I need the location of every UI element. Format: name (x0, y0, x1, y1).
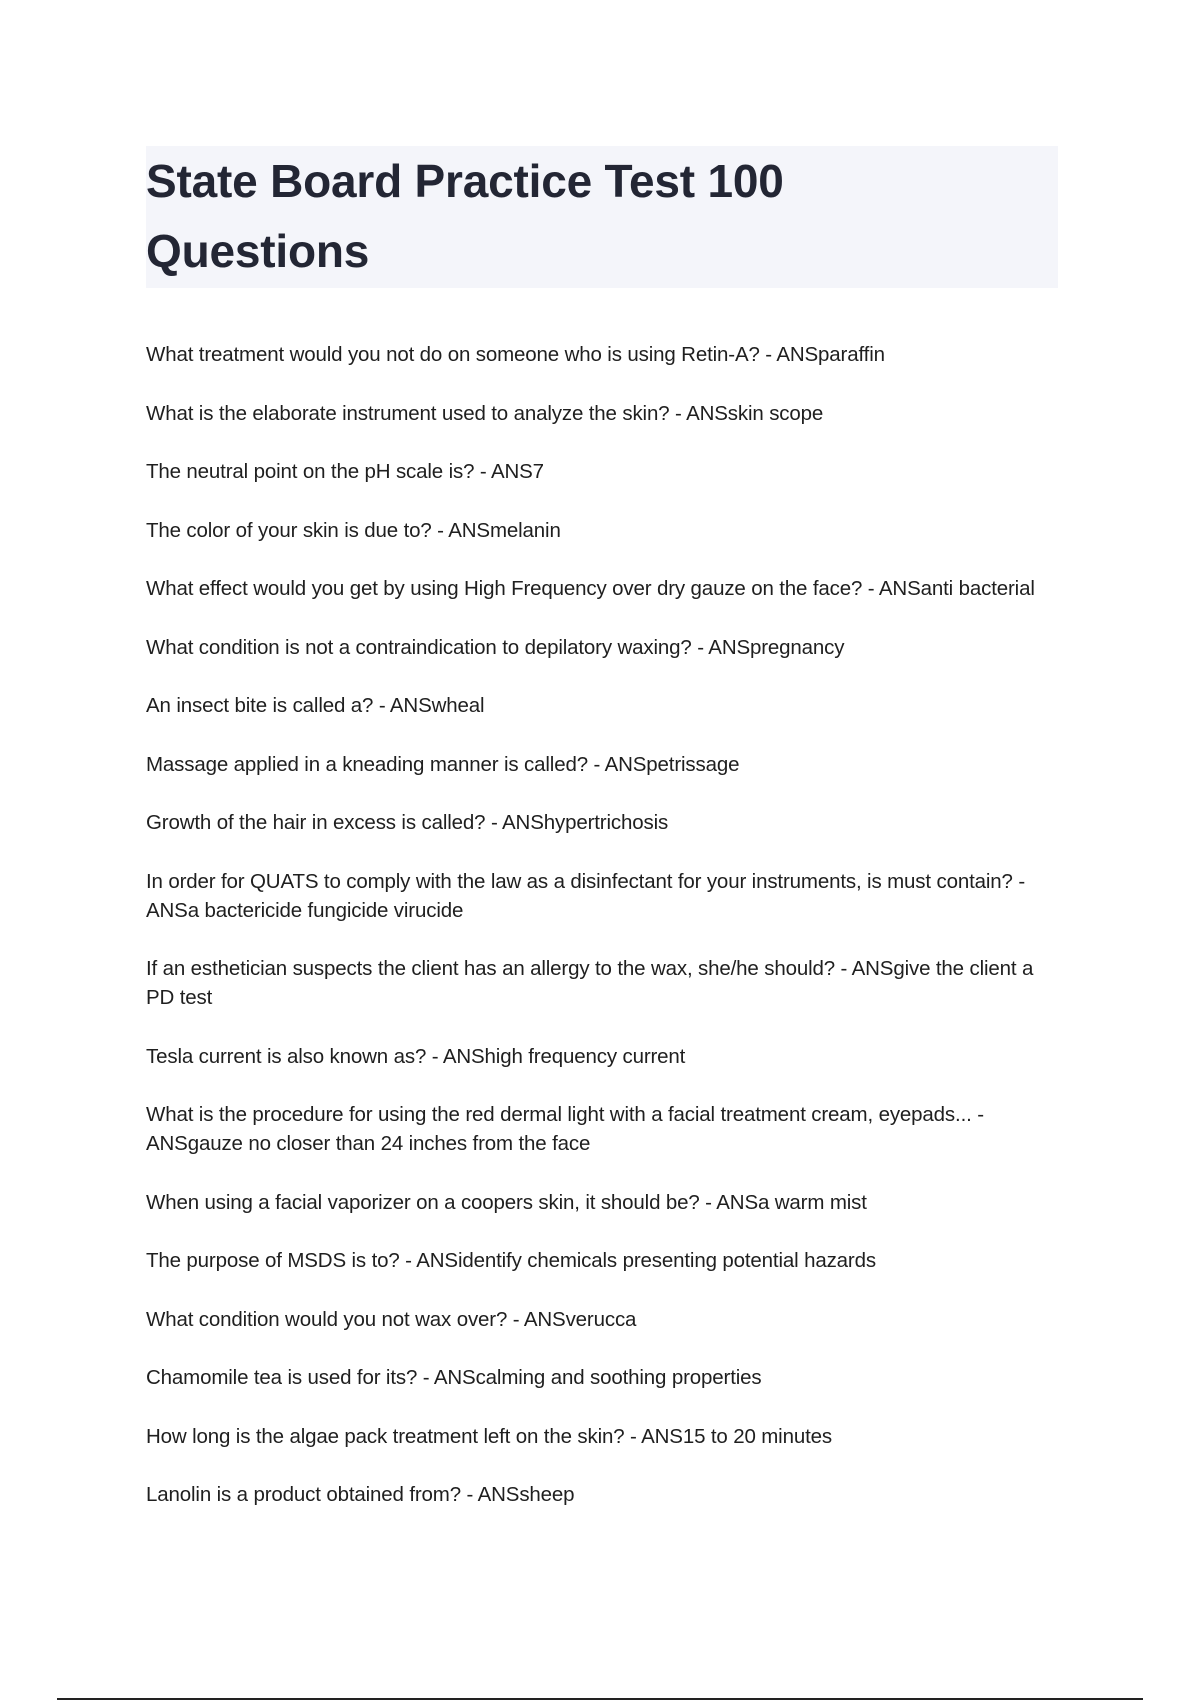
question-item-16: What condition would you not wax over? - ANSverucca (146, 1307, 637, 1331)
question-item-14: When using a facial vaporizer on a coopers skin, it should be? - ANSa warm mist (146, 1190, 867, 1214)
question-item-12: Tesla current is also known as? - ANShigh frequency current (146, 1044, 686, 1068)
question-item-2: What is the elaborate instrument used to analyze the skin? - ANSskin scope (146, 401, 824, 425)
question-item-4: The color of your skin is due to? - ANSmelanin (146, 518, 561, 542)
question-item-7: An insect bite is called a? - ANSwheal (146, 694, 485, 717)
question-item-17: Chamomile tea is used for its? - ANScalming and soothing properties (146, 1366, 762, 1389)
question-item-5: What effect would you get by using High Frequency over dry gauze on the face? - ANSanti bacterial (146, 577, 1035, 600)
title-block (146, 146, 1058, 288)
question-item-11: If an esthetician suspects the client has an allergy to the wax, she/he should? - ANSgive the client a PD test (146, 957, 1034, 1009)
question-item-13: What is the procedure for using the red dermal light with a facial treatment cream, eyepads... - ANSgauze no closer than 24 inches from the face (146, 1103, 984, 1155)
question-item-3: The neutral point on the pH scale is? - ANS7 (146, 460, 544, 483)
question-item-15: The purpose of MSDS is to? - ANSidentify chemicals presenting potential hazards (146, 1249, 876, 1272)
question-item-6: What condition is not a contraindication to depilatory waxing? - ANSpregnancy (146, 635, 845, 659)
question-item-1: What treatment would you not do on someone who is using Retin-A? - ANSparaffin (146, 343, 885, 366)
question-item-9: Growth of the hair in excess is called? - ANShypertrichosis (146, 811, 669, 834)
question-item-18: How long is the algae pack treatment left on the skin? - ANS15 to 20 minutes (146, 1424, 832, 1448)
page-title (146, 146, 1058, 286)
question-item-10: In order for QUATS to comply with the law as a disinfectant for your instruments, is must contain? - ANSa bactericide fungicide virucide (146, 869, 1026, 922)
question-item-8: Massage applied in a kneading manner is called? - ANSpetrissage (146, 752, 740, 776)
question-item-19: Lanolin is a product obtained from? - ANSsheep (146, 1483, 575, 1506)
page-title-line-1: State Board Practice Test 100 (146, 155, 784, 207)
question-answer-list (146, 340, 1066, 1539)
page-title-line-2: Questions (146, 225, 370, 277)
page-bottom-divider (57, 1698, 1143, 1700)
